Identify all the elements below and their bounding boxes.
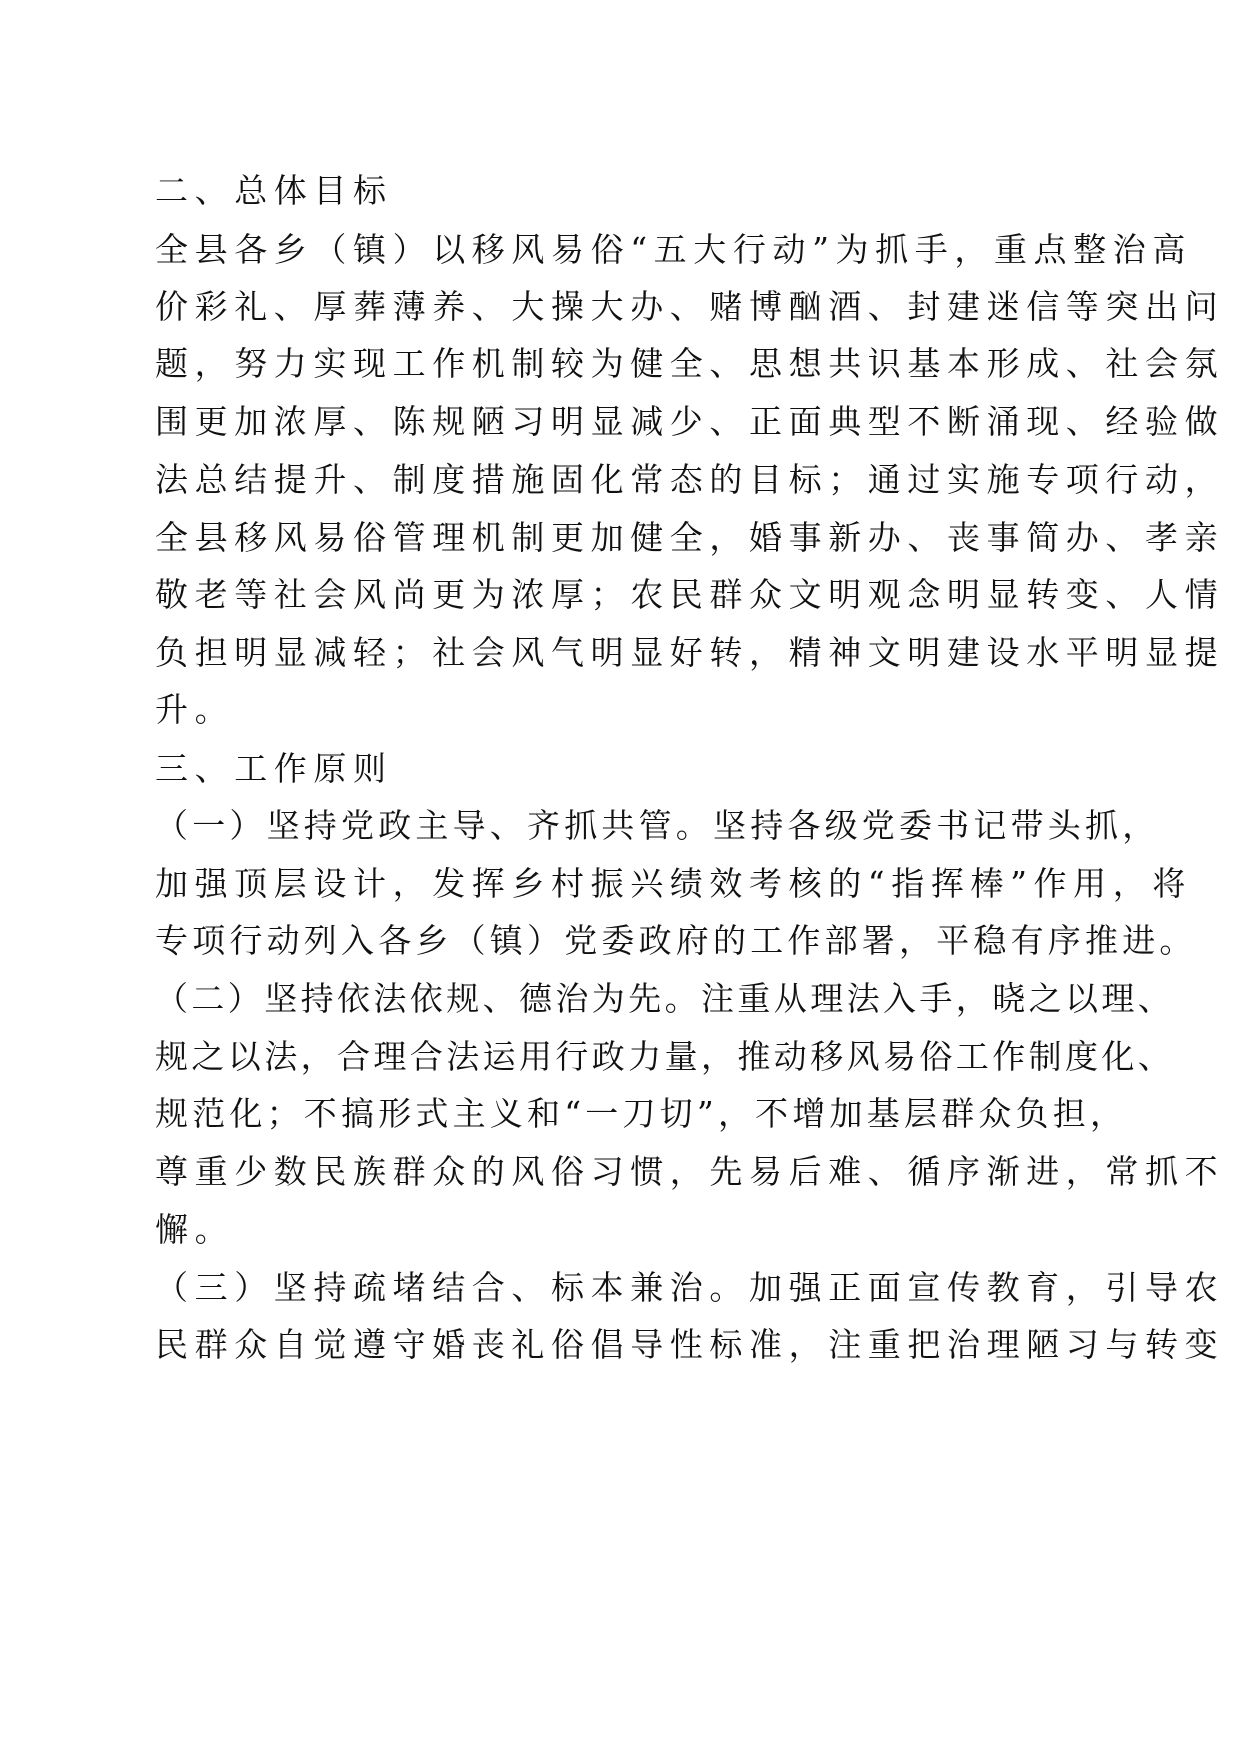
paragraph-line: 尊重少数民族群众的风俗习惯，先易后难、循序渐进，常抓不 bbox=[155, 1152, 1225, 1191]
paragraph-line: （三）坚持疏堵结合、标本兼治。加强正面宣传教育，引导农 bbox=[155, 1268, 1225, 1307]
paragraph-line: 负担明显减轻；社会风气明显好转，精神文明建设水平明显提 bbox=[155, 633, 1225, 672]
section-heading-overall-goals: 二、总体目标 bbox=[155, 171, 393, 210]
paragraph-line: 规范化；不搞形式主义和“一刀切”，不增加基层群众负担， bbox=[155, 1094, 1128, 1133]
paragraph-line: （一）坚持党政主导、齐抓共管。坚持各级党委书记带头抓， bbox=[155, 806, 1160, 845]
paragraph-line: 价彩礼、厚葬薄养、大操大办、赌博酗酒、封建迷信等突出问 bbox=[155, 287, 1225, 326]
paragraph-line: 专项行动列入各乡（镇）党委政府的工作部署，平稳有序推进。 bbox=[155, 921, 1197, 960]
paragraph-line: 全县移风易俗管理机制更加健全，婚事新办、丧事简办、孝亲 bbox=[155, 518, 1225, 557]
paragraph-line: 围更加浓厚、陈规陋习明显减少、正面典型不断涌现、经验做 bbox=[155, 402, 1225, 441]
paragraph-line: 加强顶层设计，发挥乡村振兴绩效考核的“指挥棒”作用，将 bbox=[155, 864, 1192, 903]
paragraph-line: 法总结提升、制度措施固化常态的目标；通过实施专项行动， bbox=[155, 460, 1225, 499]
paragraph-line: 懈。 bbox=[155, 1210, 235, 1249]
paragraph-line: 全县各乡（镇）以移风易俗“五大行动”为抓手，重点整治高 bbox=[155, 230, 1192, 269]
paragraph-line: 题，努力实现工作机制较为健全、思想共识基本形成、社会氛 bbox=[155, 344, 1225, 383]
paragraph-line: 规之以法，合理合法运用行政力量，推动移风易俗工作制度化、 bbox=[155, 1037, 1175, 1076]
paragraph-line: 民群众自觉遵守婚丧礼俗倡导性标准，注重把治理陋习与转变 bbox=[155, 1325, 1225, 1364]
paragraph-line: 敬老等社会风尚更为浓厚；农民群众文明观念明显转变、人情 bbox=[155, 575, 1225, 614]
section-heading-work-principles: 三、工作原则 bbox=[155, 749, 393, 788]
paragraph-line: 升。 bbox=[155, 690, 235, 729]
paragraph-line: （二）坚持依法依规、德治为先。注重从理法入手，晓之以理、 bbox=[155, 979, 1175, 1018]
